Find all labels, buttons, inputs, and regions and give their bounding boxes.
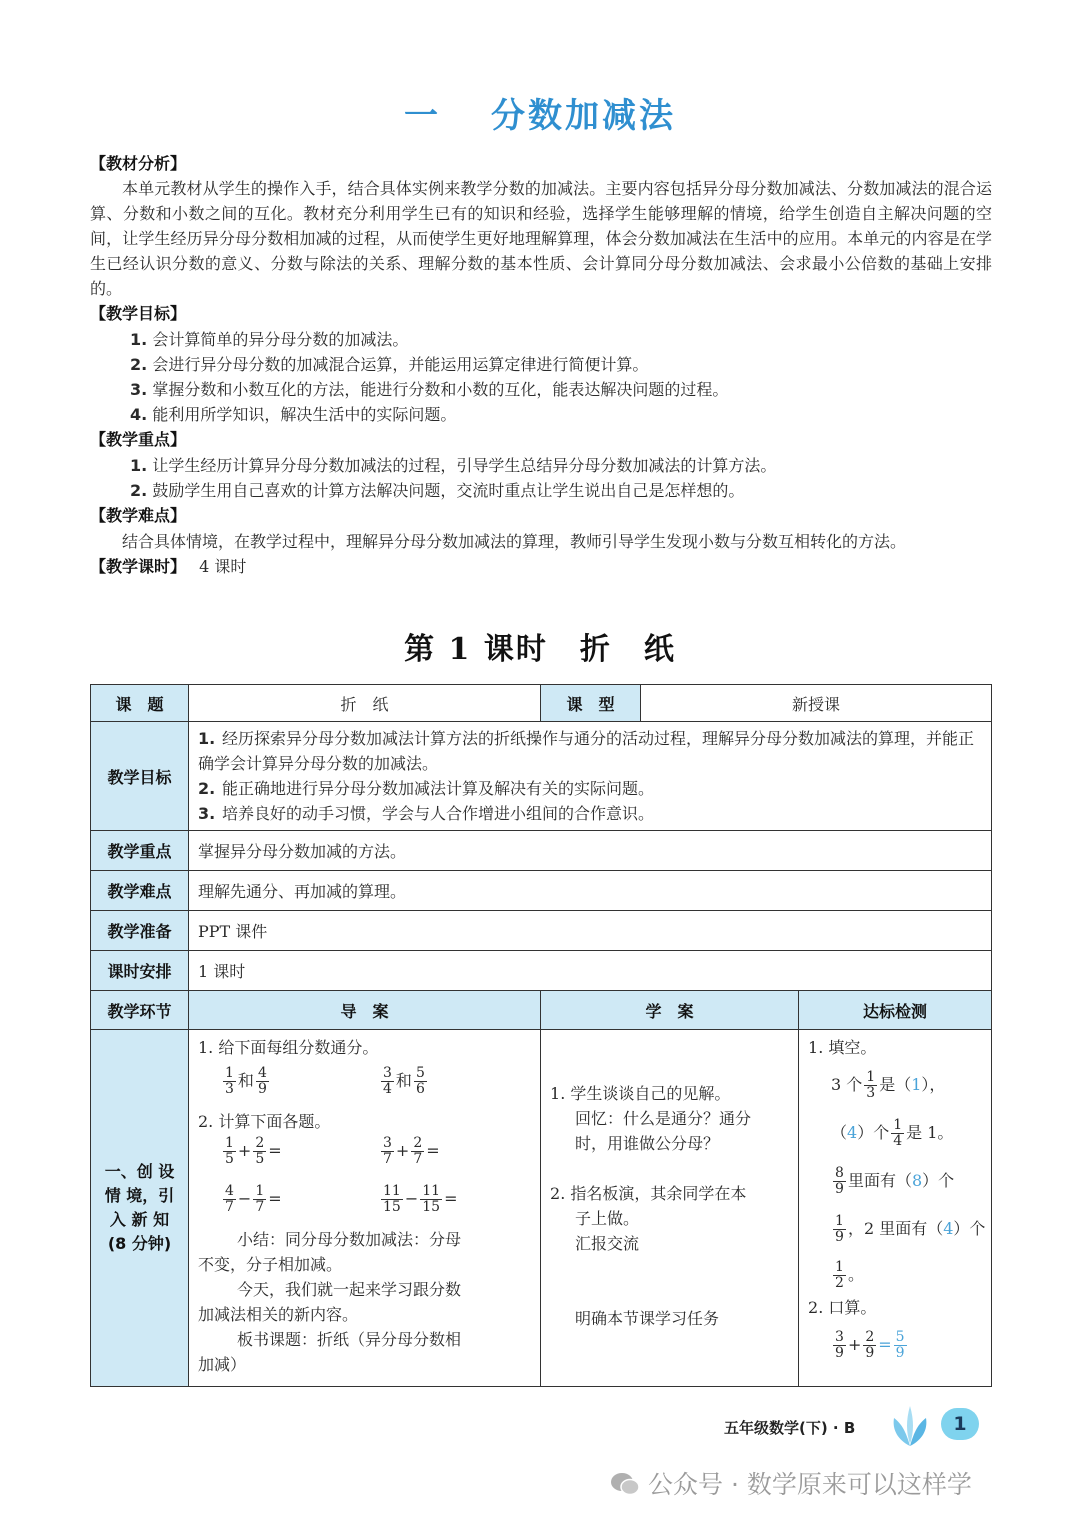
guide-cell xyxy=(189,1030,541,1387)
keypoint-item: 1. 让学生经历计算异分母分数加减法的过程，引导学生总结异分母分数加减法的计算方法。 xyxy=(130,456,777,475)
lesson-plan-table xyxy=(90,684,992,1387)
study-item: 时，用谁做公分母？ xyxy=(575,1134,720,1153)
book-label: 五年级数学(下) · B xyxy=(724,1419,856,1437)
keypoints-heading: 【教学重点】 xyxy=(90,430,187,449)
calc-item: $\frac{1}{5}$ + $\frac{2}{5}$ = xyxy=(225,1135,282,1167)
check-answer-line: 3 个 $\frac{1}{3}$ 是（1）， xyxy=(831,1069,946,1101)
calc-item: $\frac{4}{7}$ − $\frac{1}{7}$ = xyxy=(225,1183,282,1215)
leaf-logo-icon xyxy=(884,1400,936,1450)
topic-label: 课 题 xyxy=(91,685,189,722)
guide-today: 今天，我们就一起来学习跟分数 xyxy=(237,1280,462,1299)
wechat-icon xyxy=(610,1471,640,1497)
guide-board: 加减） xyxy=(198,1355,247,1374)
guide-summary: 小结：同分母分数加减法：分母 xyxy=(237,1230,462,1249)
goal-item: 2. 能正确地进行异分母分数加减法计算及解决有关的实际问题。 xyxy=(198,779,655,798)
stage-value: 一、创 设 情 境，引 入 新 知 (8 分钟) xyxy=(91,1030,189,1387)
goal-item: 3. 培养良好的动手习惯，学会与人合作增进小组间的合作意识。 xyxy=(198,804,655,823)
calc-item: $\frac{3}{7}$ + $\frac{2}{7}$ = xyxy=(383,1135,440,1167)
goal-list xyxy=(189,722,992,831)
study-label: 学 案 xyxy=(541,991,799,1030)
key-value: 掌握异分母分数加减的方法。 xyxy=(189,831,992,871)
prep-label: 教学准备 xyxy=(91,911,189,951)
hours-heading: 【教学课时】 xyxy=(90,557,187,576)
guide-board: 板书课题：折纸（异分母分数相 xyxy=(237,1330,462,1349)
check-cell xyxy=(799,1030,992,1387)
prep-value: PPT 课件 xyxy=(189,911,992,951)
table-row xyxy=(91,871,992,911)
difficulties-text: 结合具体情境，在教学过程中，理解异分母分数加减法的算理，教师引导学生发现小数与分数互相转化的方法。 xyxy=(122,532,907,551)
objective-item: 1. 会计算简单的异分母分数的加减法。 xyxy=(130,330,409,349)
calc-item: $\frac{11}{15}$ − $\frac{11}{15}$ = xyxy=(383,1183,458,1215)
table-row xyxy=(91,1030,992,1387)
page-number: 1 xyxy=(941,1408,979,1440)
hard-label: 教学难点 xyxy=(91,871,189,911)
stage-label: 教学环节 xyxy=(91,991,189,1030)
objective-item: 3. 掌握分数和小数互化的方法，能进行分数和小数的互化，能表达解决问题的过程。 xyxy=(130,380,729,399)
type-label: 课 型 xyxy=(541,685,641,722)
guide-q2: 2. 计算下面各题。 xyxy=(198,1112,331,1131)
check-answer-line: $\frac{1}{9}$ ，2 里面有（4）个 xyxy=(835,1213,986,1245)
guide-label: 导 案 xyxy=(189,991,541,1030)
topic-value: 折 纸 xyxy=(189,685,541,722)
objectives-heading: 【教学目标】 xyxy=(90,304,187,323)
difficulties-heading: 【教学难点】 xyxy=(90,506,187,525)
watermark xyxy=(610,1465,972,1501)
study-item: 2. 指名板演，其余同学在本 xyxy=(550,1184,747,1203)
chapter-title xyxy=(0,88,1080,137)
objective-item: 2. 会进行异分母分数的加减混合运算，并能运用运算定律进行简便计算。 xyxy=(130,355,649,374)
type-value: 新授课 xyxy=(641,685,992,722)
table-row xyxy=(91,991,992,1030)
study-cell xyxy=(541,1030,799,1387)
check-q1: 1. 填空。 xyxy=(808,1038,877,1057)
intro-section xyxy=(90,152,992,580)
table-row xyxy=(91,911,992,951)
check-calc: $\frac{3}{9}$ + $\frac{2}{9}$ = $\frac{5}{9}$ xyxy=(835,1329,905,1361)
check-answer-line: （4）个 $\frac{1}{4}$ 是 1。 xyxy=(831,1117,954,1149)
hours-row xyxy=(90,554,992,580)
table-row xyxy=(91,831,992,871)
watermark-text: 公众号 · 数学原来可以这样学 xyxy=(648,1470,972,1499)
keypoint-item: 2. 鼓励学生用自己喜欢的计算方法解决问题，交流时重点让学生说出自己是怎样想的。 xyxy=(130,481,745,500)
check-label: 达标检测 xyxy=(799,991,992,1030)
table-row xyxy=(91,722,992,831)
goal-item: 1. 经历探索异分母分数加减法计算方法的折纸操作与通分的活动过程，理解异分母分数加减法的算理，并能正确学会计算异分母分数的加减法。 xyxy=(198,729,975,773)
time-label: 课时安排 xyxy=(91,951,189,991)
table-row xyxy=(91,951,992,991)
hours-value: 4 课时 xyxy=(199,557,247,576)
guide-summary: 不变，分子相加减。 xyxy=(198,1255,343,1274)
goal-label: 教学目标 xyxy=(91,722,189,831)
guide-today: 加减法相关的新内容。 xyxy=(198,1305,359,1324)
table-row xyxy=(91,685,992,722)
check-answer-line: $\frac{8}{9}$ 里面有（8）个 xyxy=(835,1165,955,1197)
chapter-name: 分数加减法 xyxy=(491,96,676,136)
check-answer-line: $\frac{1}{2}$ 。 xyxy=(835,1259,864,1291)
study-item: 1. 学生谈谈自己的见解。 xyxy=(550,1084,731,1103)
chapter-number: 一 xyxy=(404,96,441,136)
study-item: 回忆：什么是通分？通分 xyxy=(575,1109,752,1128)
analysis-heading: 【教材分析】 xyxy=(90,154,187,173)
fraction-pair: $\frac{3}{4}$ 和 $\frac{5}{6}$ xyxy=(383,1065,425,1097)
analysis-text: 本单元教材从学生的操作入手，结合具体实例来教学分数的加减法。主要内容包括异分母分数加减法、分数加减法的混合运算、分数和小数之间的互化。教材充分利用学生已有的知识和经验，选择学生能够理解的情境，给学生创造自主解决问题的空间，让学生经历异分母分数相加减的过程，从而使学生更好地理解算理，体会分数加减法在生活中的应用。本单元的内容是在学生已经认识分数的意义、分数与除法的关系、理解分数的基本性质、会计算同分母分数加减法、会求最小公倍数的基础上安排的。 xyxy=(90,179,992,298)
study-item: 汇报交流 xyxy=(575,1234,640,1253)
check-q2: 2. 口算。 xyxy=(808,1298,877,1317)
key-label: 教学重点 xyxy=(91,831,189,871)
study-item: 明确本节课学习任务 xyxy=(575,1309,720,1328)
objective-item: 4. 能利用所学知识，解决生活中的实际问题。 xyxy=(130,405,457,424)
guide-q1: 1. 给下面每组分数通分。 xyxy=(198,1038,379,1057)
time-value: 1 课时 xyxy=(189,951,992,991)
fraction-pair: $\frac{1}{3}$ 和 $\frac{4}{9}$ xyxy=(225,1065,267,1097)
lesson-title: 第 1 课时 折 纸 xyxy=(404,632,676,667)
study-item: 子上做。 xyxy=(575,1209,640,1228)
hard-value: 理解先通分、再加减的算理。 xyxy=(189,871,992,911)
